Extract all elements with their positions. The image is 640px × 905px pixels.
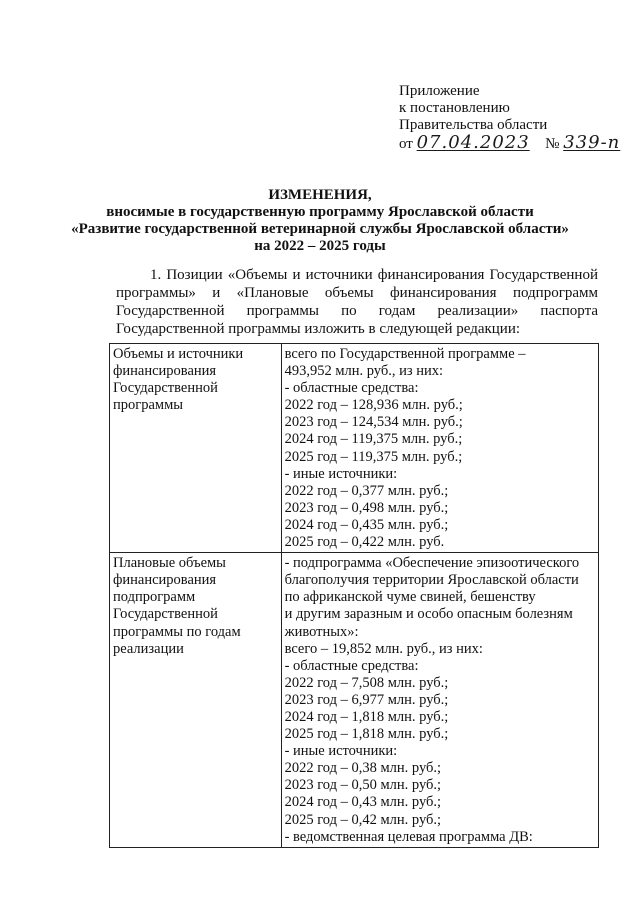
table-row [110, 344, 599, 553]
title-line-1: ИЗМЕНЕНИЯ, [268, 187, 372, 203]
row-value-line: 493,952 млн. руб., из них: [284, 363, 444, 380]
row-value-line: 2023 год – 0,50 млн. руб.; [284, 777, 442, 794]
row-value-line: - ведомственная целевая программа ДВ: [284, 828, 533, 845]
row-value-line: животных»: [284, 623, 359, 640]
row-value-line: 2024 год – 1,818 млн. руб.; [284, 708, 449, 725]
appendix-block [399, 83, 620, 154]
row-label-line: Объемы и источники [113, 346, 244, 362]
table-row [110, 553, 599, 848]
row-value-line: 2023 год – 6,977 млн. руб.; [284, 691, 449, 708]
row-value-line: 2025 год – 0,422 млн. руб. [284, 534, 445, 551]
row-value-line: 2022 год – 128,936 млн. руб.; [284, 397, 463, 414]
row-value-line: 2025 год – 0,42 млн. руб.; [284, 811, 442, 828]
row-value-line: 2023 год – 124,534 млн. руб.; [284, 414, 463, 431]
appendix-line-1: Приложение [399, 83, 480, 99]
document-title [0, 187, 640, 255]
row2-label-cell [110, 553, 282, 848]
row-value-line: 2022 год – 0,38 млн. руб.; [284, 760, 442, 777]
handwritten-number: 339-п [563, 132, 621, 153]
row-value-line: всего по Государственной программе – [284, 346, 526, 362]
row-value-line: 2024 год – 0,43 млн. руб.; [284, 794, 442, 811]
appendix-line-2: к постановлению [399, 100, 510, 116]
row-value-line: 2023 год – 0,498 млн. руб.; [284, 499, 449, 516]
row-value-line: 2024 год – 119,375 млн. руб.; [284, 431, 463, 448]
row-label-line: подпрограмм [113, 589, 196, 606]
date-prefix: от [399, 136, 413, 152]
date-number-line [399, 134, 620, 154]
row-label-line: Государственной [113, 606, 218, 623]
number-prefix: № [545, 136, 560, 152]
row-value-line: - областные средства: [284, 380, 419, 397]
row-label-line: финансирования [113, 363, 217, 380]
row-label-line: финансирования [113, 572, 217, 589]
row-value-line: - подпрограмма «Обеспечение эпизоотического [284, 555, 580, 572]
row1-value-cell [281, 344, 598, 553]
row-label-line: программы [113, 397, 183, 414]
title-line-4: на 2022 – 2025 годы [254, 238, 386, 254]
row-label-line: Плановые объемы [113, 555, 226, 572]
handwritten-date: 07.04.2023 [416, 132, 530, 153]
row-value-line: и другим заразным и особо опасным болезням [284, 606, 573, 623]
row1-label-cell [110, 344, 282, 553]
intro-paragraph [116, 266, 598, 338]
appendix-line-3: Правительства области [399, 117, 548, 133]
row-value-line: благополучия территории Ярославской области [284, 572, 579, 589]
title-line-2: вносимые в государственную программу Ярославской области [106, 204, 534, 220]
row-value-line: по африканской чуме свиней, бешенству [284, 589, 536, 606]
passport-table [109, 343, 599, 848]
row-value-line: 2024 год – 0,435 млн. руб.; [284, 516, 449, 533]
row-value-line: - иные источники: [284, 465, 398, 482]
intro-text: 1. Позиции «Объемы и источники финансирования Государственной программы» и «Плановые объемы финансирования подпрограмм Государственной программы по годам реализации» паспорта Государственной программы изложить в следующей редакции: [116, 267, 598, 337]
row-value-line: 2022 год – 0,377 млн. руб.; [284, 482, 449, 499]
row-value-line: 2025 год – 1,818 млн. руб.; [284, 726, 449, 743]
row-value-line: всего – 19,852 млн. руб., из них: [284, 640, 483, 657]
row-label-line: программы по годам [113, 623, 241, 640]
title-line-3: «Развитие государственной ветеринарной службы Ярославской области» [71, 221, 569, 237]
row-label-line: Государственной [113, 380, 218, 397]
row-value-line: 2022 год – 7,508 млн. руб.; [284, 674, 449, 691]
row2-value-cell [281, 553, 598, 848]
row-value-line: 2025 год – 119,375 млн. руб.; [284, 448, 463, 465]
row-value-line: - иные источники: [284, 743, 398, 760]
row-label-line: реализации [113, 640, 184, 657]
row-value-line: - областные средства: [284, 657, 419, 674]
